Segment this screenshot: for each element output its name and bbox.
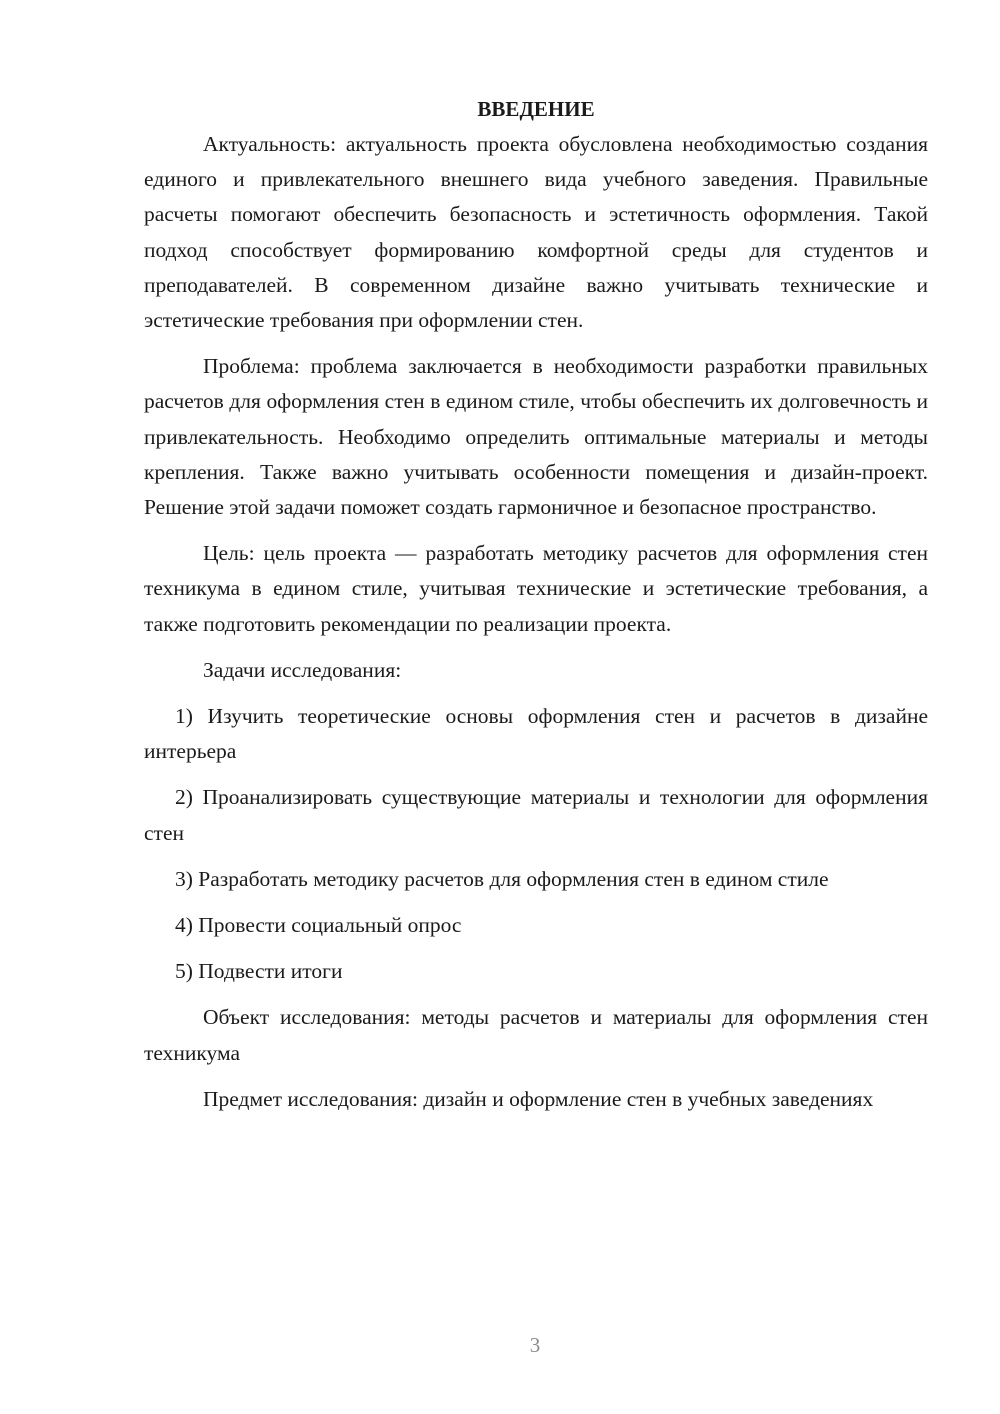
paragraph-goal: Цель: цель проекта — разработать методику расчетов для оформления стен техникума в едином стиле, учитывая технические и эстетические требования, а также подготовить рекомендации по реализации проекта. [144,541,928,636]
task-item-1: 1) Изучить теоретические основы оформления стен и расчетов в дизайне интерьера [144,704,928,764]
paragraph-object: Объект исследования: методы расчетов и материалы для оформления стен техникума [144,1005,928,1065]
document-page [144,92,928,1117]
task-item-3: 3) Разработать методику расчетов для оформления стен в едином стиле [175,866,829,891]
paragraph-relevance: Актуальность: актуальность проекта обусловлена необходимостью создания единого и привлекательного внешнего вида учебного заведения. Правильные расчеты помогают обеспечить безопасность и эстетичность оформления. Такой подход способствует формированию комфортной среды для студентов и преподавателей. В современном дизайне важно учитывать технические и эстетические требования при оформлении стен. [144,132,928,333]
page-number: 3 [529,1333,541,1357]
task-item-2: 2) Проанализировать существующие материалы и технологии для оформления стен [144,785,928,845]
paragraph-tasks-heading: Задачи исследования: [203,657,402,682]
paragraph-subject: Предмет исследования: дизайн и оформление стен в учебных заведениях [203,1086,874,1111]
paragraph-problem: Проблема: проблема заключается в необходимости разработки правильных расчетов для оформления стен в едином стиле, чтобы обеспечить их долговечность и привлекательность. Необходимо определить оптимальные материалы и методы крепления. Также важно учитывать особенности помещения и дизайн-проект. Решение этой задачи поможет создать гармоничное и безопасное пространство. [144,354,928,520]
task-item-5: 5) Подвести итоги [175,959,343,984]
task-item-4: 4) Провести социальный опрос [175,913,462,938]
section-title: ВВЕДЕНИЕ [477,97,595,121]
